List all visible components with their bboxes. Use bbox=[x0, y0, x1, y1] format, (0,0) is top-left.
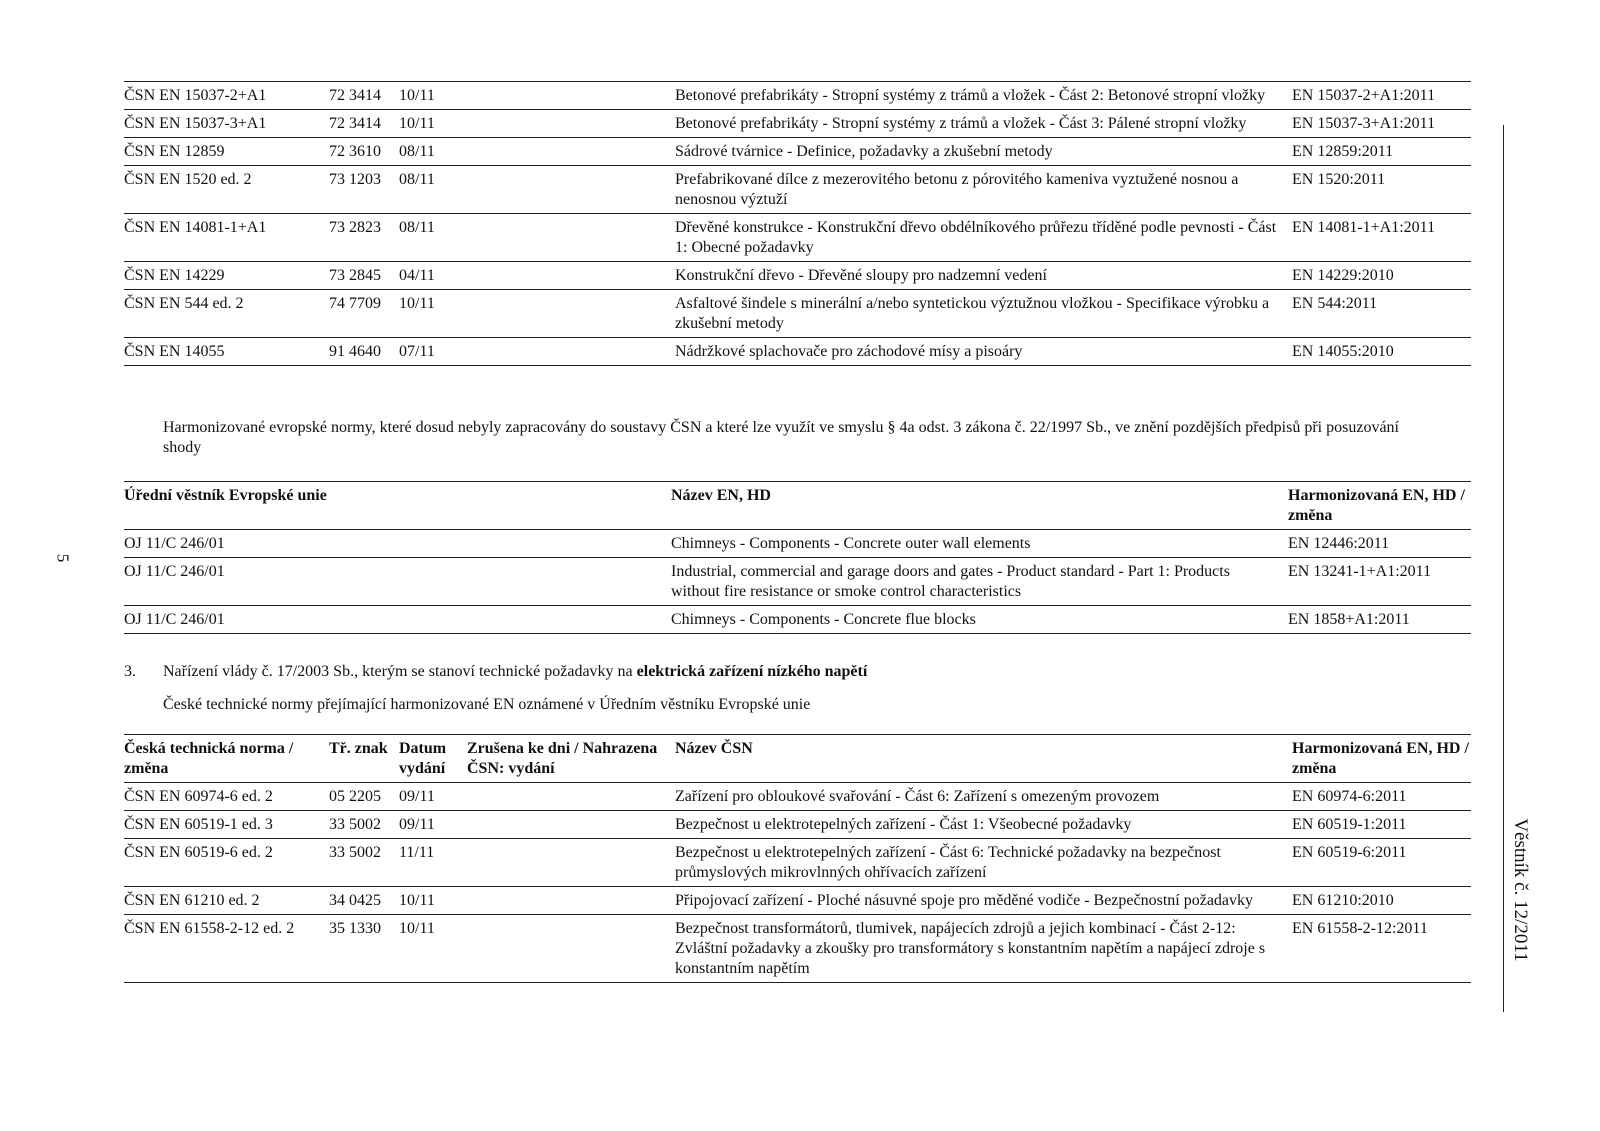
section-text: Nařízení vlády č. 17/2003 Sb., kterým se stanoví technické požadavky na bbox=[163, 663, 637, 680]
en-cell: EN 61210:2010 bbox=[1292, 892, 1394, 909]
class-cell: 74 7709 bbox=[329, 295, 381, 312]
date-cell: 10/11 bbox=[399, 920, 435, 937]
table-row bbox=[124, 887, 1471, 915]
norm-cell: ČSN EN 15037-3+A1 bbox=[124, 115, 267, 132]
class-cell: 91 4640 bbox=[329, 343, 381, 360]
title-cell: Bezpečnost u elektrotepelných zařízení - Část 1: Všeobecné požadavky bbox=[675, 816, 1132, 833]
date-cell: 08/11 bbox=[399, 171, 435, 188]
norm-cell: ČSN EN 14055 bbox=[124, 343, 225, 360]
date-cell: 09/11 bbox=[399, 816, 435, 833]
table-row bbox=[124, 262, 1471, 290]
name-cell: Industrial, commercial and garage doors and gates - Product standard - Part 1: Products without fire resistance or smoke control characteristics bbox=[671, 563, 1230, 600]
en-cell: EN 15037-3+A1:2011 bbox=[1292, 115, 1436, 132]
date-cell: 07/11 bbox=[399, 343, 435, 360]
standards-table-body bbox=[124, 82, 1471, 366]
norm-cell: ČSN EN 61558-2-12 ed. 2 bbox=[124, 920, 295, 937]
class-cell: 33 5002 bbox=[329, 844, 381, 861]
table-row bbox=[124, 839, 1471, 887]
en-cell: EN 544:2011 bbox=[1292, 295, 1378, 312]
table-row bbox=[124, 338, 1471, 366]
date-cell: 10/11 bbox=[399, 87, 435, 104]
section-3-subtitle: České technické normy přejímající harmonizované EN oznámené v Úředním věstníku Evropské unie bbox=[163, 696, 811, 713]
harmonized-en-table bbox=[124, 481, 1471, 634]
cancel-cell bbox=[467, 839, 675, 887]
class-cell: 33 5002 bbox=[329, 816, 381, 833]
table-row bbox=[124, 290, 1471, 338]
class-cell: 72 3610 bbox=[329, 143, 381, 160]
date-cell: 09/11 bbox=[399, 788, 435, 805]
harmonized-standards-paragraph: Harmonizované evropské normy, které dosud nebyly zapracovány do soustavy ČSN a které lze využít ve smyslu § 4a odst. 3 zákona č. 22/1997 Sb., ve znění pozdějších předpisů při posuzování shody bbox=[163, 419, 1399, 456]
norm-cell: ČSN EN 60974-6 ed. 2 bbox=[124, 788, 273, 805]
table-header-row bbox=[124, 482, 1471, 530]
title-cell: Dřevěné konstrukce - Konstrukční dřevo obdélníkového průřezu tříděné podle pevnosti - Část 1: Obecné požadavky bbox=[675, 219, 1277, 256]
table-row bbox=[124, 166, 1471, 214]
header-harmonized: Harmonizovaná EN, HD / změna bbox=[1292, 740, 1469, 777]
table-row bbox=[124, 138, 1471, 166]
table-row bbox=[124, 82, 1471, 110]
table-row bbox=[124, 811, 1471, 839]
section-text-bold: elektrická zařízení nízkého napětí bbox=[636, 663, 868, 680]
standards-table-construction bbox=[124, 81, 1471, 366]
title-cell: Asfaltové šindele s minerální a/nebo syntetickou výztužnou vložkou - Specifikace výrobku a zkušební metody bbox=[675, 295, 1270, 332]
en-cell: EN 12446:2011 bbox=[1288, 535, 1390, 552]
title-cell: Připojovací zařízení - Ploché násuvné spoje pro měděné vodiče - Bezpečnostní požadavky bbox=[675, 892, 1254, 909]
table-row bbox=[124, 110, 1471, 138]
cancel-cell bbox=[467, 915, 675, 983]
title-cell: Bezpečnost transformátorů, tlumivek, napájecích zdrojů a jejich kombinací - Část 2-12: Zvláštní požadavky a zkoušky pro transformátory s konstantním napětím a napájecí zdroje s konstantním napětím bbox=[675, 920, 1266, 977]
title-cell: Zařízení pro obloukové svařování - Část 6: Zařízení s omezeným provozem bbox=[675, 788, 1160, 805]
class-cell: 73 1203 bbox=[329, 171, 381, 188]
section-number: 3. bbox=[124, 663, 136, 680]
norm-cell: ČSN EN 15037-2+A1 bbox=[124, 87, 267, 104]
en-cell: EN 1520:2011 bbox=[1292, 171, 1386, 188]
en-cell: EN 13241-1+A1:2011 bbox=[1288, 563, 1432, 580]
header-name: Název EN, HD bbox=[671, 487, 771, 504]
header-journal: Úřední věstník Evropské unie bbox=[124, 487, 327, 504]
en-cell: EN 14229:2010 bbox=[1292, 267, 1394, 284]
class-cell: 35 1330 bbox=[329, 920, 381, 937]
table-row bbox=[124, 558, 1471, 606]
date-cell: 10/11 bbox=[399, 892, 435, 909]
norm-cell: ČSN EN 61210 ed. 2 bbox=[124, 892, 260, 909]
en-cell: EN 60519-1:2011 bbox=[1292, 816, 1407, 833]
journal-cell: OJ 11/C 246/01 bbox=[124, 611, 225, 628]
norm-cell: ČSN EN 14229 bbox=[124, 267, 225, 284]
en-cell: EN 14081-1+A1:2011 bbox=[1292, 219, 1436, 236]
header-date: Datum vydání bbox=[399, 740, 447, 777]
section-3-heading bbox=[124, 662, 1464, 682]
date-cell: 10/11 bbox=[399, 295, 435, 312]
standards-table-body bbox=[124, 783, 1471, 983]
date-cell: 08/11 bbox=[399, 219, 435, 236]
journal-cell: OJ 11/C 246/01 bbox=[124, 535, 225, 552]
en-cell: EN 60519-6:2011 bbox=[1292, 844, 1407, 861]
header-class: Tř. znak bbox=[329, 740, 388, 757]
header-title: Název ČSN bbox=[675, 740, 753, 757]
title-cell: Konstrukční dřevo - Dřevěné sloupy pro nadzemní vedení bbox=[675, 267, 1047, 284]
journal-cell: OJ 11/C 246/01 bbox=[124, 563, 225, 580]
cancel-cell bbox=[467, 887, 675, 915]
table-row bbox=[124, 214, 1471, 262]
class-cell: 73 2845 bbox=[329, 267, 381, 284]
class-cell: 34 0425 bbox=[329, 892, 381, 909]
title-cell: Sádrové tvárnice - Definice, požadavky a zkušební metody bbox=[675, 143, 1053, 160]
en-cell: EN 12859:2011 bbox=[1292, 143, 1394, 160]
class-cell: 72 3414 bbox=[329, 115, 381, 132]
class-cell: 05 2205 bbox=[329, 788, 381, 805]
title-cell: Nádržkové splachovače pro záchodové mísy a pisoáry bbox=[675, 343, 1023, 360]
date-cell: 08/11 bbox=[399, 143, 435, 160]
date-cell: 04/11 bbox=[399, 267, 435, 284]
en-cell: EN 61558-2-12:2011 bbox=[1292, 920, 1428, 937]
norm-cell: ČSN EN 60519-1 ed. 3 bbox=[124, 816, 273, 833]
class-cell: 73 2823 bbox=[329, 219, 381, 236]
page-number: 5 bbox=[53, 553, 73, 563]
table-row bbox=[124, 530, 1471, 558]
table-header-row bbox=[124, 735, 1471, 783]
title-cell: Betonové prefabrikáty - Stropní systémy z trámů a vložek - Část 2: Betonové stropní vložky bbox=[675, 87, 1266, 104]
norm-cell: ČSN EN 12859 bbox=[124, 143, 225, 160]
norm-cell: ČSN EN 14081-1+A1 bbox=[124, 219, 267, 236]
norm-cell: ČSN EN 60519-6 ed. 2 bbox=[124, 844, 273, 861]
norm-cell: ČSN EN 544 ed. 2 bbox=[124, 295, 244, 312]
table-row bbox=[124, 783, 1471, 811]
class-cell: 72 3414 bbox=[329, 87, 381, 104]
en-cell: EN 1858+A1:2011 bbox=[1288, 611, 1410, 628]
table-row bbox=[124, 606, 1471, 634]
title-cell: Bezpečnost u elektrotepelných zařízení - Část 6: Technické požadavky na bezpečnost průmyslových mikrovlnných ohřívacích zařízení bbox=[675, 844, 1221, 881]
cancel-cell bbox=[467, 811, 675, 839]
side-divider bbox=[1503, 125, 1504, 1012]
name-cell: Chimneys - Components - Concrete flue blocks bbox=[671, 611, 976, 628]
date-cell: 11/11 bbox=[399, 844, 435, 861]
cancel-cell bbox=[467, 783, 675, 811]
header-norm: Česká technická norma / změna bbox=[124, 740, 294, 777]
table-row bbox=[124, 915, 1471, 983]
standards-table-low-voltage bbox=[124, 734, 1471, 983]
title-cell: Prefabrikované dílce z mezerovitého betonu z pórovitého kameniva vyztužené nosnou a nenosnou výztuží bbox=[675, 171, 1239, 208]
journal-issue-label: Věstník č. 12/2011 bbox=[1510, 818, 1531, 962]
en-cell: EN 14055:2010 bbox=[1292, 343, 1394, 360]
norm-cell: ČSN EN 1520 ed. 2 bbox=[124, 171, 252, 188]
date-cell: 10/11 bbox=[399, 115, 435, 132]
header-cancel: Zrušena ke dni / Nahrazena ČSN: vydání bbox=[467, 740, 658, 777]
en-cell: EN 15037-2+A1:2011 bbox=[1292, 87, 1436, 104]
title-cell: Betonové prefabrikáty - Stropní systémy z trámů a vložek - Část 3: Pálené stropní vložky bbox=[675, 115, 1247, 132]
header-harmonized: Harmonizovaná EN, HD / změna bbox=[1288, 487, 1465, 524]
name-cell: Chimneys - Components - Concrete outer wall elements bbox=[671, 535, 1031, 552]
en-cell: EN 60974-6:2011 bbox=[1292, 788, 1407, 805]
harmonized-en-table-body bbox=[124, 530, 1471, 634]
